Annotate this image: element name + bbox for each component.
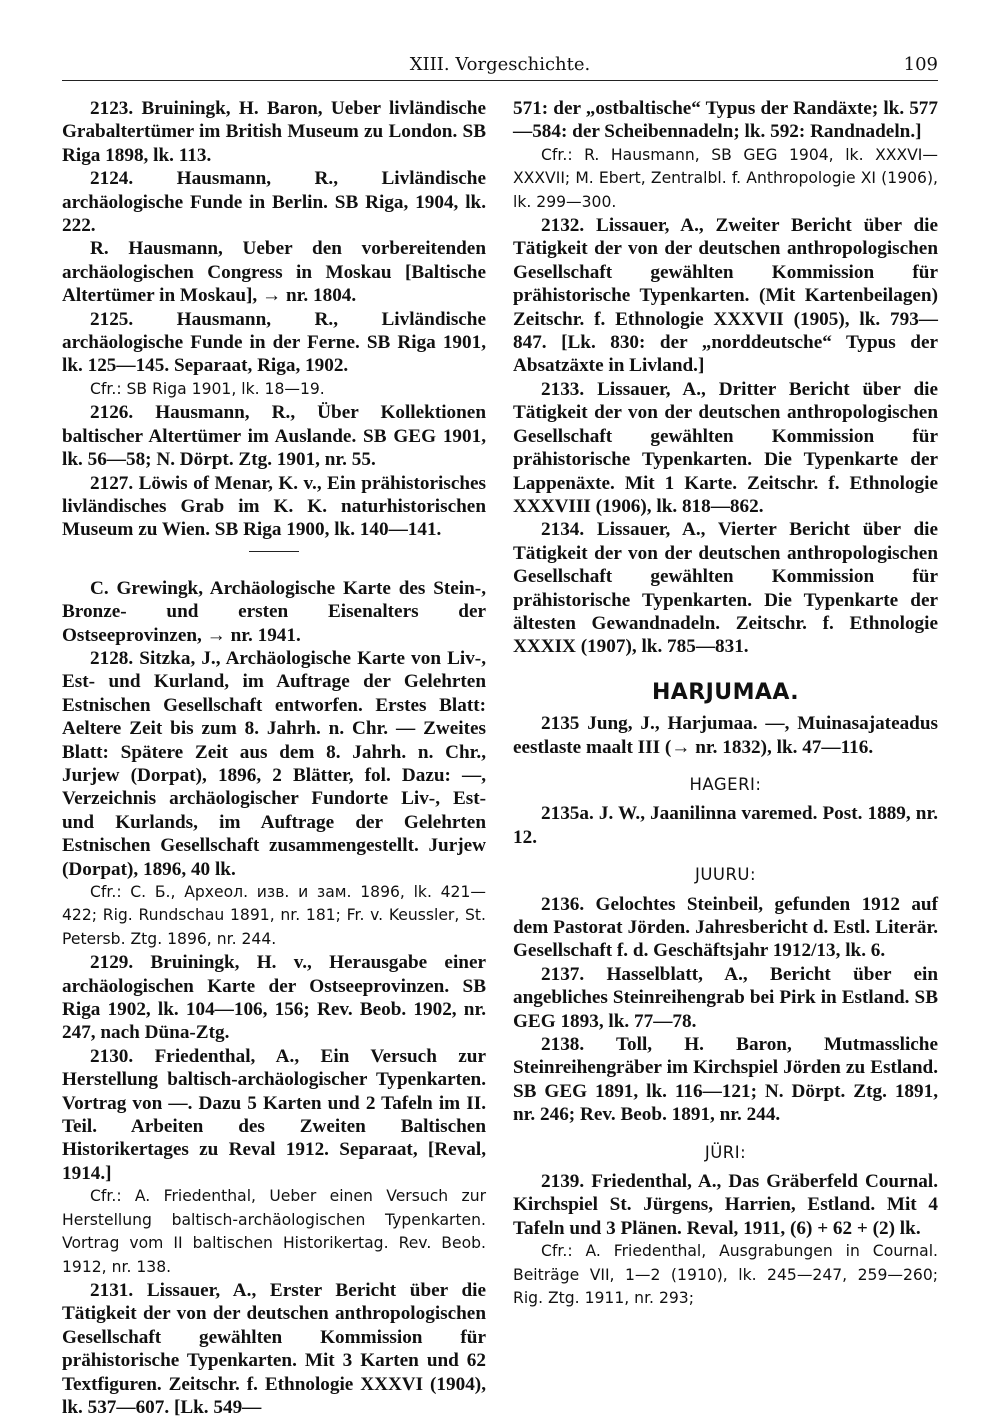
entry-cfr: Cfr.: A. Friedenthal, Ausgrabungen in Cournal. Beiträge VII, 1—2 (1910), lk. 245—247, 259—260; Rig. Ztg. 1911, nr. 293;	[513, 1242, 938, 1308]
entry-2130: 2130. Friedenthal, A., Ein Versuch zur Herstellung baltisch-archäologischer Typenkarten. Vortrag von —. Dazu 5 Karten und 2 Tafeln im II. Teil. Arbeiten des Zweiten Baltischen Historikertages zu Reval 1912. Separaat, [Reval, 1914.]	[62, 1045, 486, 1184]
parish-heading-hageri: HAGERI:	[689, 774, 762, 794]
entry-2128: 2128. Sitzka, J., Archäologische Karte von Liv-, Est- und Kurland, im Auftrage der Gelehrten Estnischen Gesellschaft entworfen. Erstes Blatt: Aeltere Zeit bis zum 8. Jahrh. n. Chr. — Zweites Blatt: Spätere Zeit aus dem 8. Jahrh. n. Chr., Jurjew (Dorpat), 1896, 2 Blätter, fol. Dazu: —, Verzeichnis archäologischer Fundorte Liv-, Est- und Kurlands, im Auftrage der Gelehrten Estnischen Gesellschaft zusammengestellt. Jurjew (Dorpat), 1896, 40 lk.	[62, 647, 486, 880]
entry-2129: 2129. Bruiningk, H. v., Herausgabe einer archäologischen Karte der Ostseeprovinzen. SB Riga 1902, lk. 104—106, 156; Rev. Beob. 1902, nr. 247, nach Düna-Ztg.	[62, 952, 486, 1044]
page-number: 109	[903, 54, 938, 75]
entry-2127: 2127. Löwis of Menar, K. v., Ein prähistorisches livländisches Grab im K. K. naturhistorischen Museum zu Wien. SB Riga 1900, lk. 140—141.	[62, 472, 486, 541]
header-title: XIII. Vorgeschichte.	[409, 54, 591, 75]
right-column	[513, 97, 938, 1311]
entry-2139: 2139. Friedenthal, A., Das Gräberfeld Cournal. Kirchspiel St. Jürgens, Harrien, Estland. Mit 4 Tafeln und 3 Plänen. Reval, 1911, (6) + 62 + (2) lk.	[513, 1171, 938, 1239]
entry-grewingk-crossref: C. Grewingk, Archäologische Karte des Stein-, Bronze- und ersten Eisenalters der Ostseeprovinzen, → nr. 1941.	[62, 577, 486, 646]
entry-2136: 2136. Gelochtes Steinbeil, gefunden 1912 auf dem Pastorat Jörden. Jahresbericht d. Estl. Literär. Gesellschaft f. d. Geschäftsjahr 1912/13, lk. 6.	[513, 893, 938, 962]
entry-2133: 2133. Lissauer, A., Dritter Bericht über die Tätigkeit der von der deutschen anthropologischen Gesellschaft gewählten Kommission für prähistorische Typenkarten. Die Typenkarte der Lappenäxte. Mit 1 Karte. Zeitschr. f. Ethnologie XXXVIII (1906), lk. 818—862.	[513, 378, 938, 517]
entry-2135: 2135 Jung, J., Harjumaa. —, Muinasajateadus eestlaste maalt III (→ nr. 1832), lk. 47—116.	[513, 713, 938, 758]
entry-2132: 2132. Lissauer, A., Zweiter Bericht über die Tätigkeit der von der deutschen anthropologischen Gesellschaft gewählten Kommission für prähistorische Typenkarten. (Mit Kartenbeilagen) Zeitschr. f. Ethnologie XXXVII (1905), lk. 793—847. [Lk. 830: der „norddeutsche“ Typus der Absatzäxte in Livland.]	[513, 215, 938, 377]
parish-heading-juri: JÜRI:	[704, 1142, 747, 1162]
entry-2123: 2123. Bruiningk, H. Baron, Ueber livländische Grabaltertümer im British Museum zu London. SB Riga 1898, lk. 113.	[62, 98, 486, 166]
entry-cfr: Cfr.: R. Hausmann, SB GEG 1904, lk. XXXVI—XXXVII; M. Ebert, Zentralbl. f. Anthropologie XI (1906), lk. 299—300.	[513, 145, 938, 211]
entry-cfr: Cfr.: С. Б., Археол. изв. и зам. 1896, lk. 421—422; Rig. Rundschau 1891, nr. 181; Fr. v. Keussler, St. Petersb. Ztg. 1896, nr. 244.	[62, 883, 486, 948]
entry-2134: 2134. Lissauer, A., Vierter Bericht über die Tätigkeit der von der deutschen anthropologischen Gesellschaft gewählten Kommission für prähistorische Typenkarten. Die Typenkarte der ältesten Gewandnadeln. Zeitschr. f. Ethnologie XXXIX (1907), lk. 785—831.	[513, 519, 938, 658]
header-rule	[62, 80, 938, 81]
entry-2138: 2138. Toll, H. Baron, Mutmassliche Steinreihengräber im Kirchspiel Jörden zu Estland. SB GEG 1891, lk. 116—121; N. Dörpt. Ztg. 1891, nr. 246; Rev. Beob. 1891, nr. 244.	[513, 1034, 938, 1126]
region-heading-harjumaa: HARJUMAA.	[651, 679, 800, 705]
entry-2131-continued: 571: der „ostbaltische“ Typus der Randäxte; lk. 577—584: der Scheibennadeln; lk. 592: Randnadeln.]	[513, 98, 938, 143]
parish-heading-juuru: JUURU:	[694, 865, 757, 885]
entry-2126: 2126. Hausmann, R., Über Kollektionen baltischer Altertümer im Auslande. SB GEG 1901, lk. 56—58; N. Dörpt. Ztg. 1901, nr. 55.	[62, 402, 486, 471]
entry-2125: 2125. Hausmann, R., Livländische archäologische Funde in der Ferne. SB Riga 1901, lk. 125—145. Separaat, Riga, 1902.	[62, 308, 486, 377]
entry-2131: 2131. Lissauer, A., Erster Bericht über die Tätigkeit der von der deutschen anthropologischen Gesellschaft gewählten Kommission für prähistorische Typenkarten. Mit 3 Karten und 62 Textfiguren. Zeitschr. f. Ethnologie XXXVI (1904), lk. 537—607. [Lk. 549—	[62, 1279, 486, 1418]
left-column	[62, 97, 486, 1419]
entry-cfr: Cfr.: A. Friedenthal, Ueber einen Versuch zur Herstellung baltisch-archäologischen Typenkarten. Vortrag vom II baltischen Historikertag. Rev. Beob. 1912, nr. 138.	[62, 1187, 486, 1276]
entry-cfr: Cfr.: SB Riga 1901, lk. 18—19.	[90, 379, 325, 398]
entry-2137: 2137. Hasselblatt, A., Bericht über ein angebliches Steinreihengrab bei Pirk in Estland. SB GEG 1893, lk. 77—78.	[513, 963, 938, 1032]
entry-hausmann-crossref: R. Hausmann, Ueber den vorbereitenden archäologischen Congress in Moskau [Baltische Altertümer in Moskau], → nr. 1804.	[62, 238, 486, 307]
section-divider	[249, 551, 299, 552]
entry-2135a: 2135a. J. W., Jaanilinna varemed. Post. 1889, nr. 12.	[513, 803, 938, 848]
entry-2124: 2124. Hausmann, R., Livländische archäologische Funde in Berlin. SB Riga, 1904, lk. 222.	[62, 168, 486, 237]
